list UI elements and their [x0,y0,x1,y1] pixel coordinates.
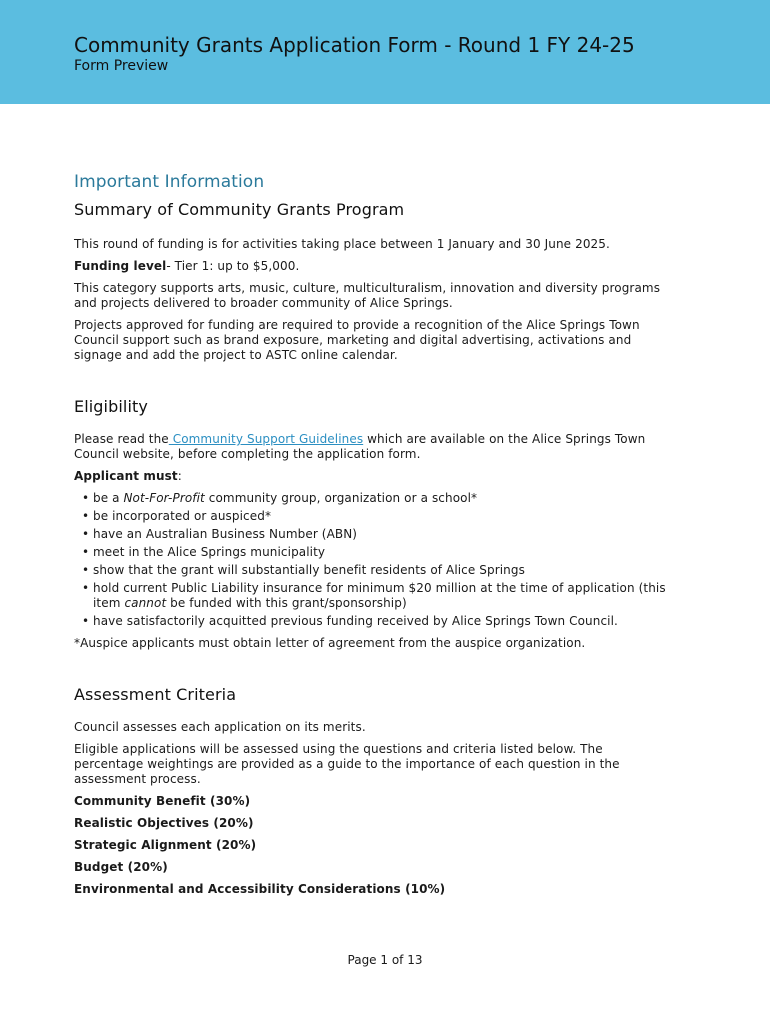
important-heading: Important Information [74,172,265,192]
list-item: • have an Australian Business Number (ABN) [93,527,674,542]
page-number: Page 1 of 13 [347,953,423,967]
community-support-guidelines-link[interactable]: Community Support Guidelines [168,432,364,446]
list-item: • be incorporated or auspiced* [93,509,674,524]
list-item: • have satisfactorily acquitted previous funding received by Alice Springs Town Council. [93,614,674,629]
funding-level-label: Funding level [74,259,167,273]
assessment-description: Eligible applications will be assessed using the questions and criteria listed below. The percentage weightings are provided as a guide to the importance of each question in the assessment process. [74,742,620,786]
auspice-note: *Auspice applicants must obtain letter of agreement from the auspice organization. [74,636,586,650]
applicant-must-text: Applicant must: [74,469,182,483]
form-content [74,170,674,904]
list-item: • hold current Public Liability insurance for minimum $20 million at the time of application (this item cannot be funded with this grant/sponsorship) [93,581,674,611]
page-subtitle: Form Preview [74,58,169,74]
eligibility-list [74,491,674,629]
recognition-text: Projects approved for funding are required to provide a recognition of the Alice Springs Town Council support such as brand exposure, marketing and digital advertising, activations and signage and add the project to ASTC online calendar. [74,318,640,362]
criterion-environmental: Environmental and Accessibility Considerations (10%) [74,882,446,896]
category-text: This category supports arts, music, culture, multiculturalism, innovation and diversity programs and projects delivered to broader community of Alice Springs. [74,281,661,310]
funding-level-text: Funding level- Tier 1: up to $5,000. [74,259,300,273]
applicant-must-label: Applicant must [74,469,178,483]
list-item: • show that the grant will substantially benefit residents of Alice Springs [93,563,674,578]
summary-heading: Summary of Community Grants Program [74,200,405,219]
page-title: Community Grants Application Form - Round 1 FY 24-25 [74,33,635,57]
criterion-realistic-objectives: Realistic Objectives (20%) [74,816,254,830]
list-item: • be a Not-For-Profit community group, organization or a school* [93,491,674,506]
criterion-strategic-alignment: Strategic Alignment (20%) [74,838,257,852]
assessment-heading: Assessment Criteria [74,685,237,704]
criterion-community-benefit: Community Benefit (30%) [74,794,251,808]
criterion-budget: Budget (20%) [74,860,168,874]
list-item: • meet in the Alice Springs municipality [93,545,674,560]
assessment-intro: Council assesses each application on its merits. [74,720,366,734]
eligibility-heading: Eligibility [74,397,148,416]
header-banner [0,0,770,104]
guidelines-text: Please read the Community Support Guidelines which are available on the Alice Springs Town Council website, before completing the application form. [74,432,646,461]
funding-period-text: This round of funding is for activities taking place between 1 January and 30 June 2025. [74,237,610,251]
